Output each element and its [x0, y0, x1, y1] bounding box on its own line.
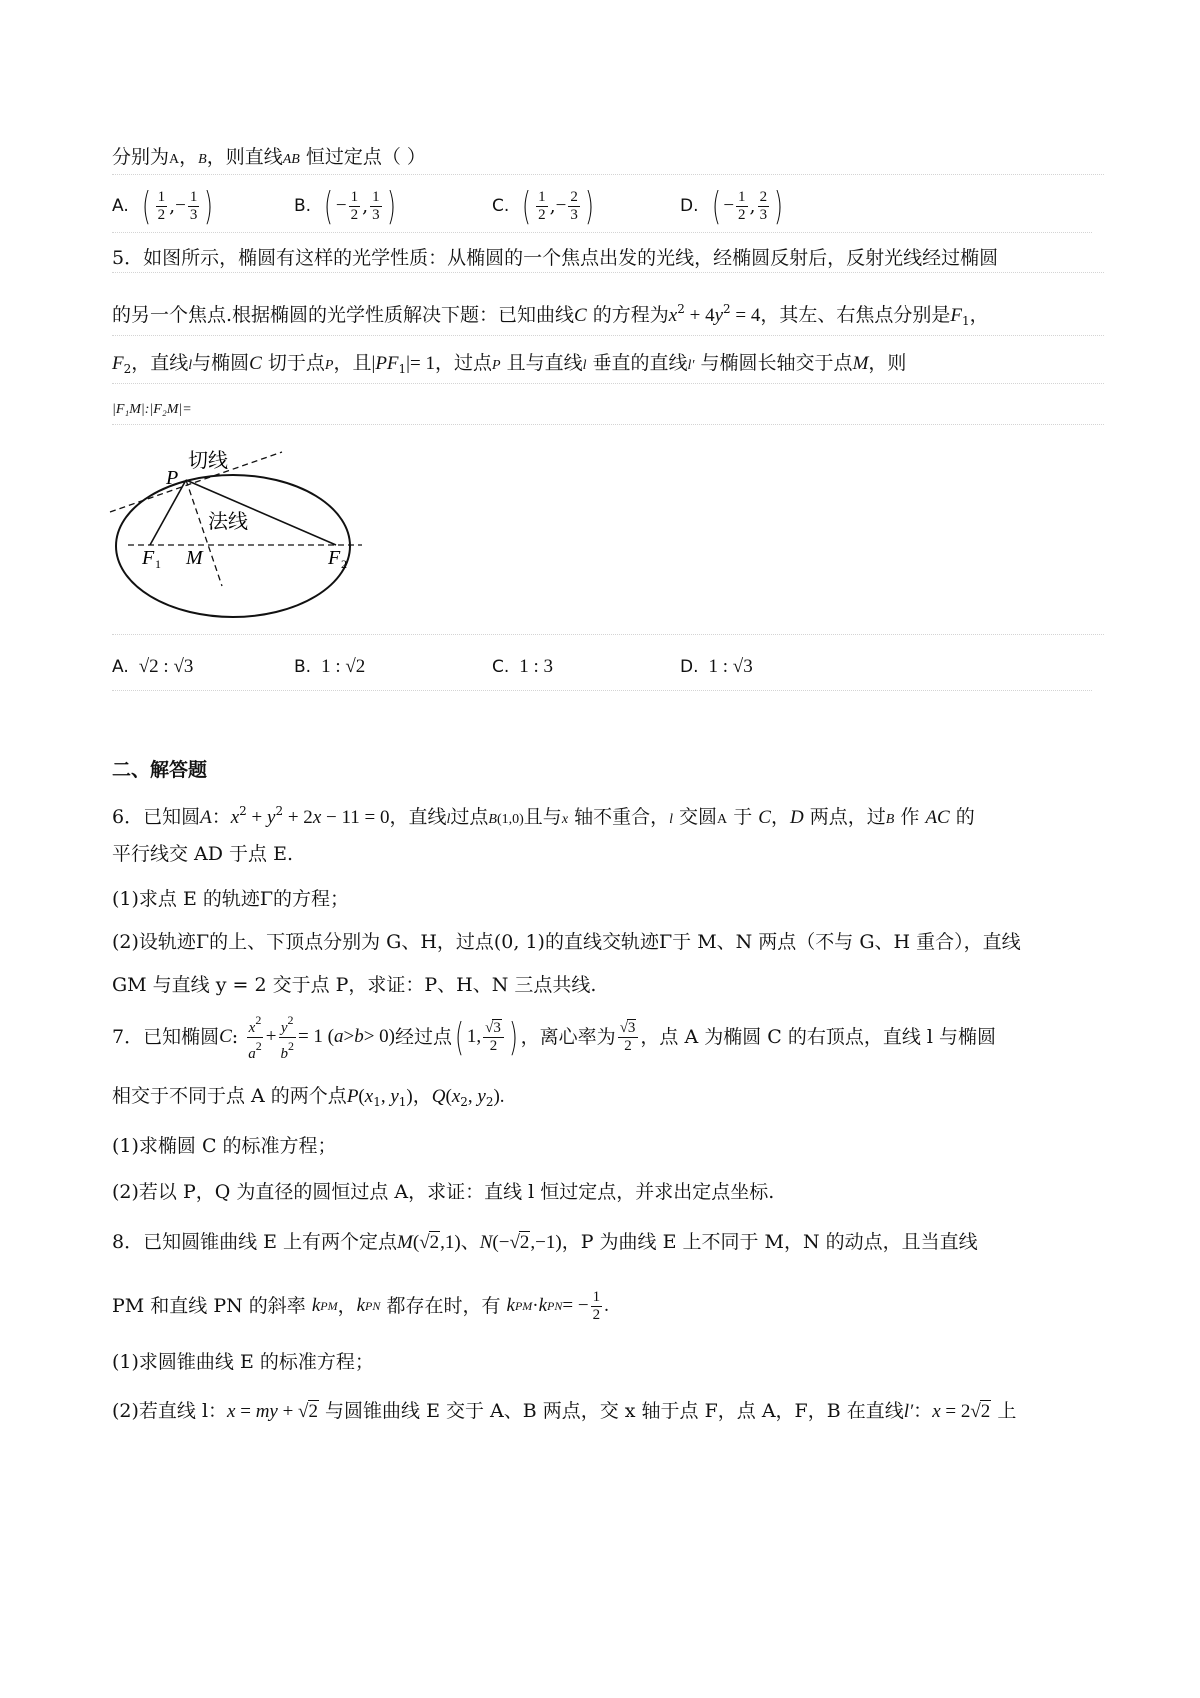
f1-subscript: 1	[155, 557, 161, 571]
normal-label: 法线	[208, 509, 248, 533]
q8-line-1: 8．已知圆锥曲线 E 上有两个定点M(√2,1)、N(−√2,−1)，P 为曲线 E 上不同于 M，N 的动点，且当直线	[112, 1231, 978, 1253]
segment-pf1	[150, 480, 186, 545]
q4-option-a[interactable]: A. ( $\frac{1}{2}$ , − $\frac{1}{3}$ )	[112, 184, 214, 228]
q6-line-2: 平行线交 AD 于点 E.	[112, 843, 293, 865]
q4-option-d[interactable]: D. ( − $\frac{1}{2}$ , $\frac{2}{3}$ )	[680, 184, 783, 228]
point-m-label: M	[186, 547, 203, 569]
q7-sub-2: (2)若以 P，Q 为直径的圆恒过点 A，求证：直线 l 恒过定点，并求出定点坐标.	[112, 1181, 775, 1203]
q5-option-c[interactable]: C. 1 : 3	[492, 656, 554, 677]
q6-line-1: 6．已知圆A：$x^2 + y^2 + 2x - 11 = 0$，直线l过点B(1,0)且与x 轴不重合，l 交圆A 于 C，D 两点，过B 作 AC 的	[112, 804, 975, 828]
point-p-label: P	[166, 467, 179, 489]
q6-sub-2-line-2: GM 与直线 y = 2 交于点 P，求证：P、H、N 三点共线.	[112, 974, 597, 996]
q7-line-1: 7．已知椭圆 C : $\frac{x^2}{a^2}$ + $\frac{y^2}{b^2}$ = 1 ( a > b > 0) 经过点 ( 1, $\frac{√3}{2}$ ) ，离心率为 $\frac{√3}{2}$ ，点 A 为椭圆 C 的右顶点，直线 l 与椭圆	[112, 1012, 996, 1062]
q5-line-2: 的另一个焦点.根据椭圆的光学性质解决下题：已知曲线C 的方程为$x^2 + 4y^2 = 4$，其左、右焦点分别是$F_1$，	[112, 295, 1104, 336]
normal-line	[186, 480, 222, 586]
point-f1-label: F	[142, 547, 155, 569]
q6-sub-1: (1)求点 E 的轨迹Γ的方程；	[112, 888, 350, 910]
q4-option-c[interactable]: C. ( $\frac{1}{2}$ , − $\frac{2}{3}$ )	[492, 184, 594, 228]
q5-line-4: |F₁M|:|F₂M|=	[112, 395, 1104, 425]
point-f2-label: F	[328, 547, 341, 569]
tangent-label: 切线	[188, 448, 228, 472]
ellipse-figure	[100, 440, 400, 630]
section-heading: 二、解答题	[112, 759, 208, 781]
q4-options	[112, 180, 1092, 233]
q4-stem: 分别为A，B，则直线AB 恒过定点（ ）	[112, 143, 1104, 175]
q5-options	[112, 644, 1092, 691]
q5-option-b[interactable]: B. 1 : √2	[294, 656, 366, 677]
q5-line-1: 5．如图所示，椭圆有这样的光学性质：从椭圆的一个焦点出发的光线，经椭圆反射后，反射光线经过椭圆	[112, 244, 1104, 273]
q7-sub-1: (1)求椭圆 C 的标准方程；	[112, 1135, 337, 1157]
q5-option-d[interactable]: D. 1 : √3	[680, 656, 753, 677]
q7-line-2: 相交于不同于点 A 的两个点$P(x_1$, $y_1$)，$Q(x_2$, $y_2$).	[112, 1085, 505, 1109]
ellipse	[116, 475, 350, 617]
q5-option-a[interactable]: A. √2 : √3	[112, 656, 194, 677]
q5-line-3: $F_2$，直线l与椭圆C 切于点P，且$|PF_1|= 1$，过点P 且与直线l 垂直的直线l′ 与椭圆长轴交于点M，则	[112, 349, 1104, 384]
f2-subscript: 2	[341, 557, 347, 571]
q8-line-2: PM 和直线 PN 的斜率 k PM ， k PN 都存在时，有 k PM · k PN = − $\frac{1}{2}$ .	[112, 1288, 609, 1323]
q4-option-b[interactable]: B. ( − $\frac{1}{2}$ , $\frac{1}{3}$ )	[294, 184, 396, 228]
q6-sub-2-line-1: (2)设轨迹Γ的上、下顶点分别为 G、H，过点(0, 1)的直线交轨迹Γ于 M、N 两点（不与 G、H 重合），直线	[112, 931, 1021, 953]
q8-sub-1: (1)求圆锥曲线 E 的标准方程；	[112, 1351, 374, 1373]
figure-divider	[112, 612, 1104, 635]
q8-sub-2: (2)若直线 l：x = my + √2 与圆锥曲线 E 交于 A、B 两点，交 x 轴于点 F，点 A，F，B 在直线l′：x = 2√2 上	[112, 1400, 1017, 1422]
